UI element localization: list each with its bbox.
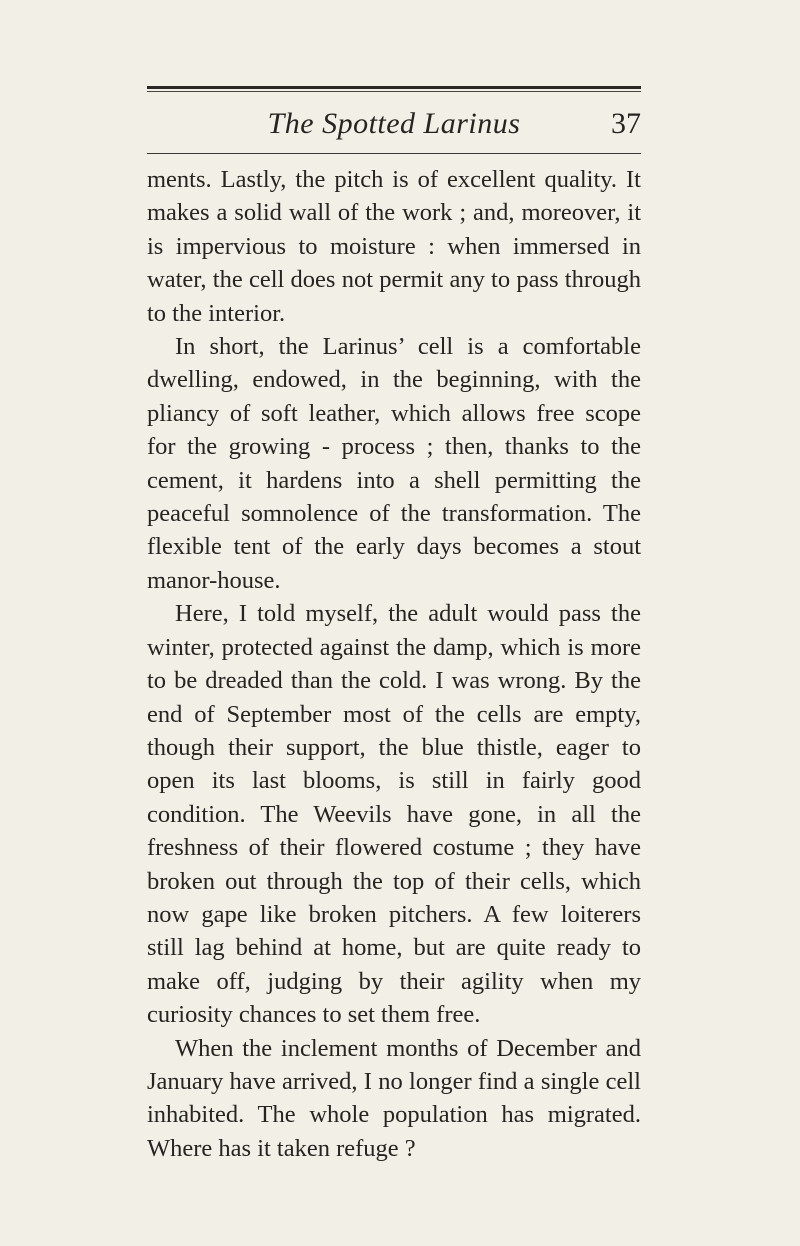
- header-rule-thick: [147, 86, 641, 89]
- paragraph-continuation: ments. Lastly, the pitch is of excellent quality. It makes a solid wall of the work ; and, moreover, it is impervious to moisture : when immersed in water, the cell does not permit any to pass through to the interior.: [147, 166, 641, 327]
- header-underline: [147, 153, 641, 154]
- body-text: [147, 163, 641, 1165]
- header-rule-thin: [147, 91, 641, 92]
- running-title: The Spotted Larinus: [267, 107, 521, 140]
- paragraph-winter: Here, I told myself, the adult would pass the winter, protected against the damp, which is more to be dreaded than the cold. I was wrong. By the end of September most of the cells are empty, though their support, the blue thistle, eager to open its last blooms, is still in fairly good condition. The Weevils have gone, in all the freshness of their flowered costume ; they have broken out through the top of their cells, which now gape like broken pitchers. A few loiterers still lag behind at home, but are quite ready to make off, judging by their agility when my curiosity chances to set them free.: [147, 600, 641, 1029]
- running-header: [147, 104, 641, 146]
- page-number: 37: [611, 107, 641, 140]
- paragraph-migration: When the inclement months of December and January have arrived, I no longer find a single cell inhabited. The whole population has migrated. Where has it taken refuge ?: [147, 1034, 641, 1162]
- paragraph-larinus-cell: In short, the Larinus’ cell is a comfortable dwelling, endowed, in the beginning, with the pliancy of soft leather, which allows free scope for the growing - process ; then, thanks to the cement, it hardens into a shell permitting the peaceful somnolence of the transformation. The flexible tent of the early days becomes a stout manor-house.: [147, 333, 641, 594]
